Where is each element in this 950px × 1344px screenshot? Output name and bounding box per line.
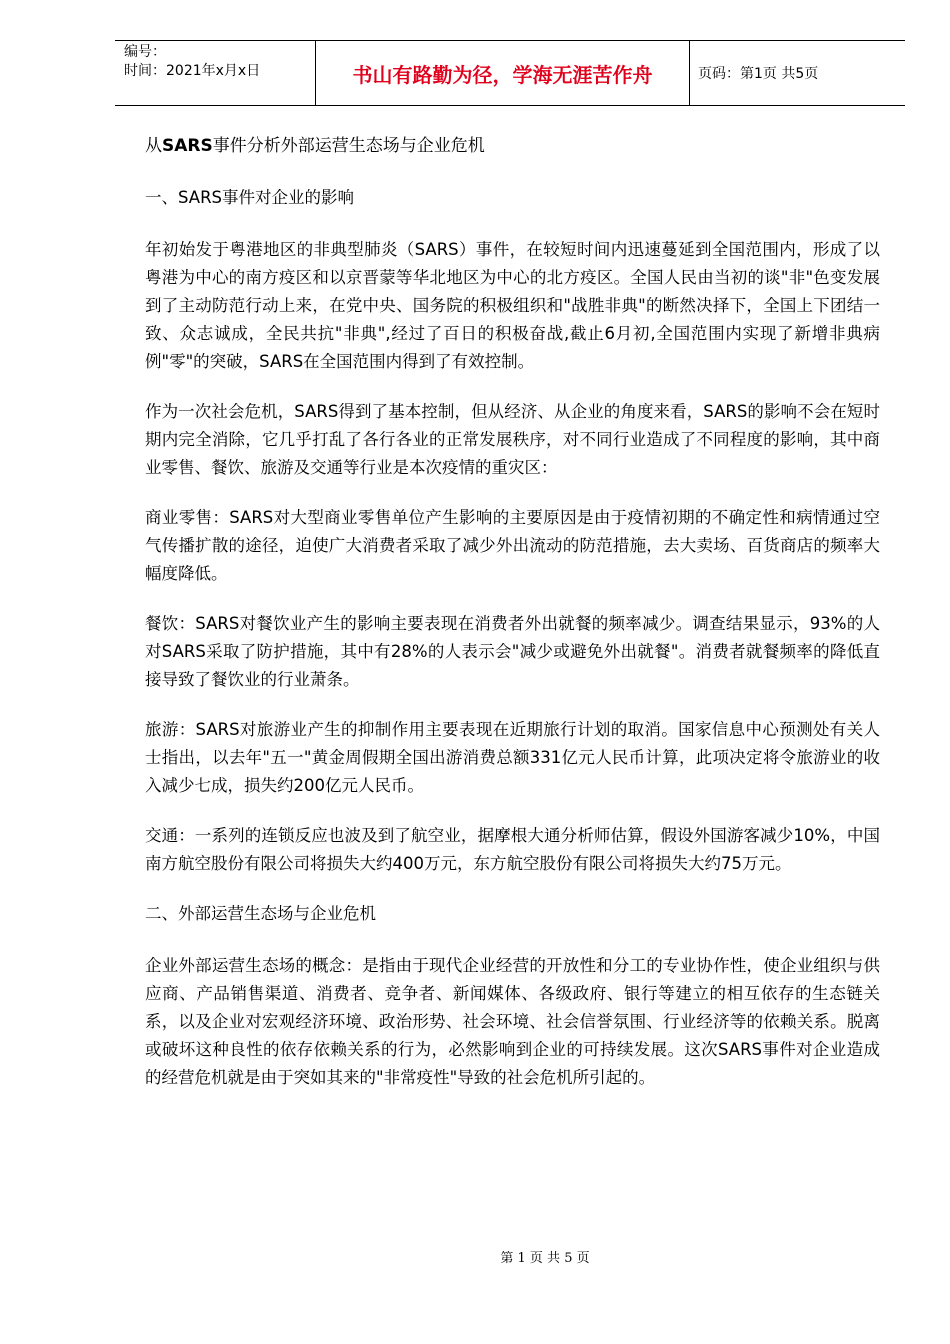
paragraph-tourism: 旅游：SARS对旅游业产生的抑制作用主要表现在近期旅行计划的取消。国家信息中心预测处有关人士指出，以去年"五一"黄金周假期全国出游消费总额331亿元人民币计算，此项决定将令旅游业的收入减少七成，损失约200亿元人民币。 — [145, 720, 880, 795]
document-body — [145, 132, 880, 1114]
section-heading-1: 一、SARS事件对企业的影响 — [145, 188, 355, 207]
title-prefix: 从 — [145, 136, 162, 156]
document-time-label: 时间：2021年x月x日 — [124, 63, 261, 79]
document-number-label: 编号： — [124, 44, 166, 60]
header-meta — [115, 41, 315, 105]
title-suffix: 事件分析外部运营生态场与企业危机 — [212, 136, 485, 156]
paragraph-intro: 年初始发于粤港地区的非典型肺炎（SARS）事件，在较短时间内迅速蔓延到全国范围内，形成了以粤港为中心的南方疫区和以京晋蒙等华北地区为中心的北方疫区。全国人民由当初的谈"非"色变发展到了主动防范行动上来，在党中央、国务院的积极组织和"战胜非典"的断然决择下，全国上下团结一致、众志诚成，全民共抗"非典",经过了百日的积极奋战,截止6月初,全国范围内实现了新增非典病例"零"的突破，SARS在全国范围内得到了有效控制。 — [145, 240, 880, 371]
document-title — [145, 132, 880, 160]
paragraph-catering: 餐饮：SARS对餐饮业产生的影响主要表现在消费者外出就餐的频率减少。调查结果显示，93%的人对SARS采取了防护措施，其中有28%的人表示会"减少或避免外出就餐"。消费者就餐频率的降低直接导致了餐饮业的行业萧条。 — [145, 614, 880, 689]
header-motto: 书山有路勤为径，学海无涯苦作舟 — [315, 41, 690, 105]
page-footer: 第 1 页 共 5 页 — [500, 1251, 590, 1266]
title-bold: SARS — [162, 136, 213, 156]
paragraph-impact: 作为一次社会危机，SARS得到了基本控制，但从经济、从企业的角度来看，SARS的影响不会在短时期内完全消除，它几乎打乱了各行各业的正常发展秩序，对不同行业造成了不同程度的影响，其中商业零售、餐饮、旅游及交通等行业是本次疫情的重灾区： — [145, 402, 880, 477]
header-page-info: 页码：第1页 共5页 — [698, 66, 819, 82]
page-header — [115, 40, 905, 106]
section-heading-2: 二、外部运营生态场与企业危机 — [145, 904, 376, 923]
paragraph-transport: 交通：一系列的连锁反应也波及到了航空业，据摩根大通分析师估算，假设外国游客减少10%，中国南方航空股份有限公司将损失大约400万元，东方航空股份有限公司将损失大约75万元。 — [145, 826, 880, 873]
paragraph-retail: 商业零售：SARS对大型商业零售单位产生影响的主要原因是由于疫情初期的不确定性和病情通过空气传播扩散的途径，迫使广大消费者采取了减少外出流动的防范措施，去大卖场、百货商店的频率大幅度降低。 — [145, 508, 880, 583]
paragraph-ecosystem: 企业外部运营生态场的概念：是指由于现代企业经营的开放性和分工的专业协作性，使企业组织与供应商、产品销售渠道、消费者、竞争者、新闻媒体、各级政府、银行等建立的相互依存的生态链关系，以及企业对宏观经济环境、政治形势、社会环境、社会信誉氛围、行业经济等的依赖关系。脱离或破坏这种良性的依存依赖关系的行为，必然影响到企业的可持续发展。这次SARS事件对企业造成的经营危机就是由于突如其来的"非常疫性"导致的社会危机所引起的。 — [145, 956, 880, 1087]
